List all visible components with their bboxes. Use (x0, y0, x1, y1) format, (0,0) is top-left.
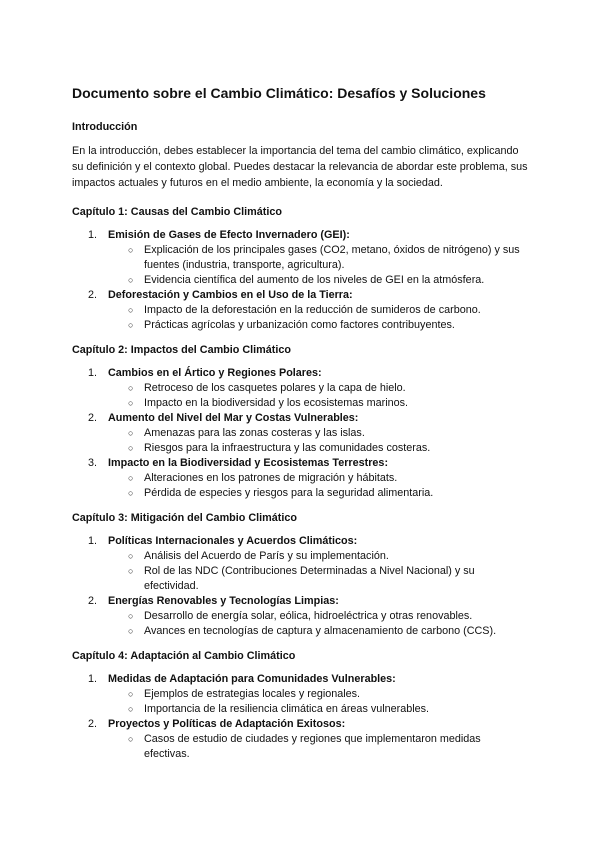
list-number: 1. (88, 673, 98, 685)
list-number: 2. (88, 289, 98, 301)
sub-list-text: Desarrollo de energía solar, eólica, hidroeléctrica y otras renovables. (144, 610, 473, 622)
list-item (72, 288, 528, 333)
chapter-heading: Capítulo 3: Mitigación del Cambio Climático (72, 512, 297, 524)
chapter-heading: Capítulo 2: Impactos del Cambio Climático (72, 344, 291, 356)
sub-list-item (108, 318, 528, 333)
sub-list (108, 426, 528, 456)
chapters-container (72, 205, 528, 762)
chapter-list (72, 672, 528, 762)
list-item (72, 456, 528, 501)
sub-list-text: Explicación de los principales gases (CO2, metano, óxidos de nitrógeno) y sus fuentes (industria, transporte, agricultura). (144, 244, 520, 271)
circle-bullet-icon: ○ (128, 275, 134, 285)
sub-list (108, 243, 528, 288)
document-title: Documento sobre el Cambio Climático: Desafíos y Soluciones (72, 85, 486, 101)
sub-list-item (108, 381, 528, 396)
list-item-label: Cambios en el Ártico y Regiones Polares: (108, 367, 322, 379)
sub-list (108, 549, 528, 594)
circle-bullet-icon: ○ (128, 551, 134, 561)
sub-list (108, 609, 528, 639)
document-page (72, 84, 528, 772)
circle-bullet-icon: ○ (128, 383, 134, 393)
sub-list-item (108, 564, 528, 594)
intro-text: En la introducción, debes establecer la importancia del tema del cambio climático, explicando su definición y el contexto global. Puedes destacar la relevancia de abordar este problema, sus impactos actuales y futuros en el medio ambiente, la economía y la sociedad. (72, 145, 528, 189)
list-number: 2. (88, 595, 98, 607)
list-item (72, 672, 528, 717)
circle-bullet-icon: ○ (128, 566, 134, 576)
sub-list-item (108, 243, 528, 273)
intro-heading: Introducción (72, 121, 138, 133)
list-item-label: Aumento del Nivel del Mar y Costas Vulnerables: (108, 412, 359, 424)
sub-list-item (108, 441, 528, 456)
sub-list-item (108, 732, 528, 762)
sub-list-text: Ejemplos de estrategias locales y regionales. (144, 688, 361, 700)
list-item-label: Políticas Internacionales y Acuerdos Climáticos: (108, 535, 358, 547)
sub-list-item (108, 549, 528, 564)
list-item (72, 411, 528, 456)
list-item-label: Medidas de Adaptación para Comunidades Vulnerables: (108, 673, 396, 685)
sub-list-text: Evidencia científica del aumento de los niveles de GEI en la atmósfera. (144, 274, 485, 286)
sub-list-item (108, 624, 528, 639)
sub-list-text: Prácticas agrícolas y urbanización como factores contribuyentes. (144, 319, 455, 331)
circle-bullet-icon: ○ (128, 611, 134, 621)
sub-list-text: Impacto de la deforestación en la reducción de sumideros de carbono. (144, 304, 481, 316)
sub-list-text: Importancia de la resiliencia climática en áreas vulnerables. (144, 703, 430, 715)
sub-list-text: Rol de las NDC (Contribuciones Determinadas a Nivel Nacional) y su efectividad. (144, 565, 475, 592)
sub-list-item (108, 303, 528, 318)
sub-list-item (108, 471, 528, 486)
sub-list-text: Avances en tecnologías de captura y almacenamiento de carbono (CCS). (144, 625, 497, 637)
sub-list (108, 732, 528, 762)
sub-list-text: Riesgos para la infraestructura y las comunidades costeras. (144, 442, 431, 454)
circle-bullet-icon: ○ (128, 488, 134, 498)
sub-list-item (108, 396, 528, 411)
list-item-label: Impacto en la Biodiversidad y Ecosistemas Terrestres: (108, 457, 389, 469)
sub-list-item (108, 609, 528, 624)
sub-list-text: Casos de estudio de ciudades y regiones que implementaron medidas efectivas. (144, 733, 481, 760)
circle-bullet-icon: ○ (128, 704, 134, 714)
circle-bullet-icon: ○ (128, 428, 134, 438)
sub-list (108, 471, 528, 501)
list-number: 2. (88, 718, 98, 730)
sub-list-text: Impacto en la biodiversidad y los ecosistemas marinos. (144, 397, 409, 409)
sub-list-item (108, 273, 528, 288)
sub-list-text: Amenazas para las zonas costeras y las islas. (144, 427, 365, 439)
circle-bullet-icon: ○ (128, 689, 134, 699)
circle-bullet-icon: ○ (128, 398, 134, 408)
chapter-list (72, 228, 528, 333)
list-item-label: Emisión de Gases de Efecto Invernadero (GEI): (108, 229, 350, 241)
sub-list-text: Alteraciones en los patrones de migración y hábitats. (144, 472, 398, 484)
circle-bullet-icon: ○ (128, 626, 134, 636)
sub-list-text: Retroceso de los casquetes polares y la capa de hielo. (144, 382, 406, 394)
sub-list-item (108, 687, 528, 702)
list-number: 1. (88, 229, 98, 241)
list-item (72, 717, 528, 762)
chapter-heading: Capítulo 4: Adaptación al Cambio Climático (72, 650, 296, 662)
list-number: 1. (88, 367, 98, 379)
list-item (72, 228, 528, 288)
list-item (72, 534, 528, 594)
list-item-label: Proyectos y Políticas de Adaptación Exitosos: (108, 718, 346, 730)
circle-bullet-icon: ○ (128, 734, 134, 744)
circle-bullet-icon: ○ (128, 305, 134, 315)
list-number: 1. (88, 535, 98, 547)
sub-list-item (108, 486, 528, 501)
sub-list-text: Pérdida de especies y riesgos para la seguridad alimentaria. (144, 487, 434, 499)
sub-list (108, 381, 528, 411)
circle-bullet-icon: ○ (128, 245, 134, 255)
list-number: 3. (88, 457, 98, 469)
sub-list (108, 687, 528, 717)
sub-list (108, 303, 528, 333)
circle-bullet-icon: ○ (128, 443, 134, 453)
list-item-label: Energías Renovables y Tecnologías Limpias: (108, 595, 339, 607)
circle-bullet-icon: ○ (128, 473, 134, 483)
list-number: 2. (88, 412, 98, 424)
sub-list-item (108, 702, 528, 717)
sub-list-item (108, 426, 528, 441)
chapter-list (72, 534, 528, 639)
chapter-list (72, 366, 528, 501)
list-item (72, 594, 528, 639)
circle-bullet-icon: ○ (128, 320, 134, 330)
chapter-heading: Capítulo 1: Causas del Cambio Climático (72, 206, 282, 218)
sub-list-text: Análisis del Acuerdo de París y su implementación. (144, 550, 389, 562)
list-item-label: Deforestación y Cambios en el Uso de la Tierra: (108, 289, 353, 301)
list-item (72, 366, 528, 411)
